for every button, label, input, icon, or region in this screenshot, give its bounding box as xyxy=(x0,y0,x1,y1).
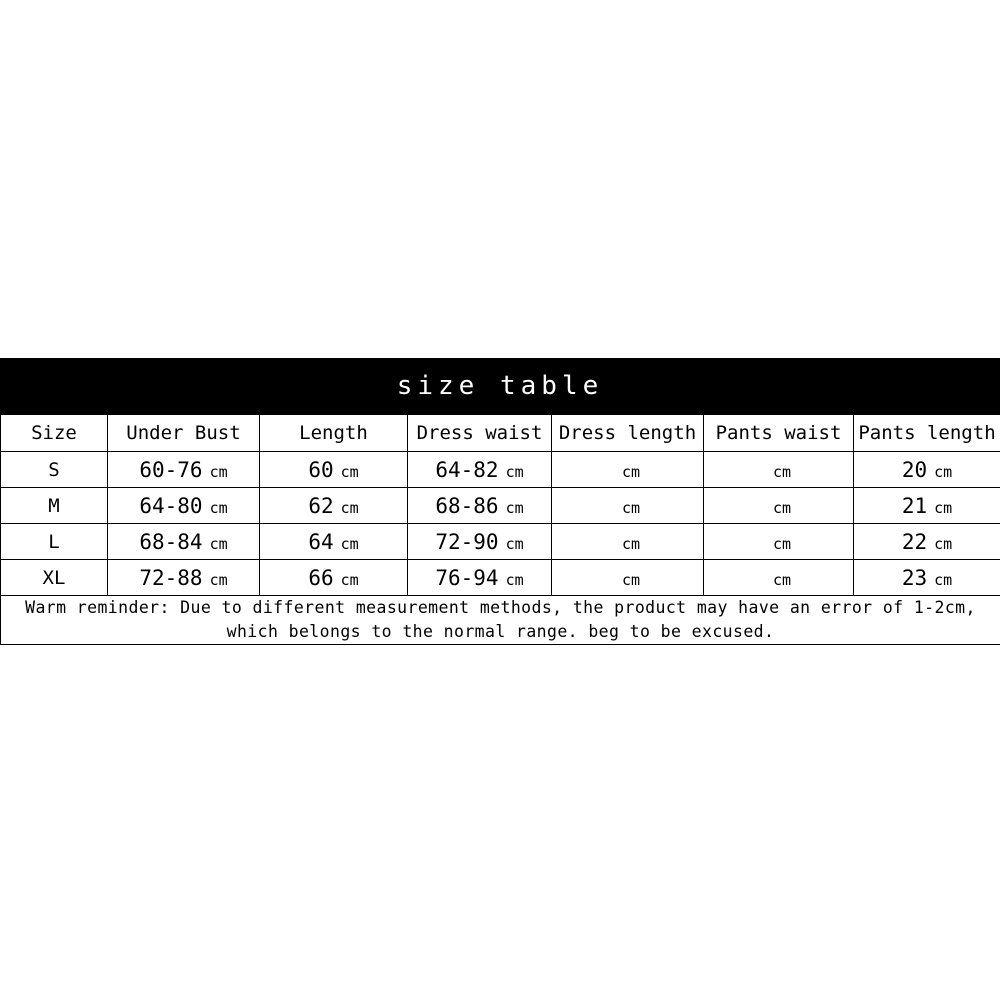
size-table xyxy=(0,414,1000,645)
table-row xyxy=(1,452,1000,488)
table-row xyxy=(1,488,1000,524)
cell-pants-waist xyxy=(704,524,854,560)
cell-pants-length xyxy=(854,452,1000,488)
value-pants-length: 22 xyxy=(901,529,928,554)
value-under-bust: 60-76 xyxy=(139,457,203,482)
cell-pants-length xyxy=(854,488,1000,524)
unit-label: cm xyxy=(209,498,228,517)
column-header-dress-waist: Dress waist xyxy=(408,415,552,452)
column-header-length: Length xyxy=(260,415,408,452)
cell-dress-length xyxy=(552,452,704,488)
value-length: 60 xyxy=(308,457,334,482)
unit-label: cm xyxy=(934,570,953,589)
unit-label: cm xyxy=(209,534,228,553)
size-chart-block xyxy=(0,358,1000,645)
cell-length xyxy=(260,488,408,524)
cell-dress-waist xyxy=(408,452,552,488)
cell-under-bust xyxy=(108,452,260,488)
unit-label: cm xyxy=(621,462,641,481)
value-length: 66 xyxy=(308,565,334,590)
unit-label: cm xyxy=(621,498,641,517)
unit-label: cm xyxy=(772,570,792,589)
unit-label: cm xyxy=(772,498,792,517)
table-row xyxy=(1,524,1000,560)
unit-label: cm xyxy=(209,462,228,481)
cell-dress-length xyxy=(552,560,704,596)
table-row xyxy=(1,560,1000,596)
unit-label: cm xyxy=(209,570,228,589)
cell-length xyxy=(260,524,408,560)
cell-under-bust xyxy=(108,488,260,524)
column-header-under-bust: Under Bust xyxy=(108,415,260,452)
value-dress-waist: 68-86 xyxy=(435,493,499,518)
value-under-bust: 68-84 xyxy=(139,529,203,554)
table-note-row xyxy=(1,596,1000,645)
cell-pants-waist xyxy=(704,560,854,596)
cell-pants-length xyxy=(854,524,1000,560)
cell-size: M xyxy=(1,488,108,524)
unit-label: cm xyxy=(772,462,792,481)
value-dress-waist: 64-82 xyxy=(435,457,499,482)
value-length: 64 xyxy=(308,529,334,554)
value-length: 62 xyxy=(308,493,334,518)
unit-label: cm xyxy=(621,534,641,553)
page-title: size table xyxy=(396,371,604,401)
unit-label: cm xyxy=(934,534,953,553)
unit-label: cm xyxy=(340,498,359,517)
cell-length xyxy=(260,452,408,488)
unit-label: cm xyxy=(340,570,359,589)
value-dress-waist: 76-94 xyxy=(435,565,499,590)
value-pants-length: 21 xyxy=(901,493,928,518)
cell-length xyxy=(260,560,408,596)
cell-pants-waist xyxy=(704,452,854,488)
unit-label: cm xyxy=(934,462,953,481)
cell-dress-waist xyxy=(408,560,552,596)
value-pants-length: 23 xyxy=(901,565,928,590)
cell-dress-length xyxy=(552,488,704,524)
unit-label: cm xyxy=(505,534,524,553)
column-header-size: Size xyxy=(1,415,108,452)
column-header-pants-waist: Pants waist xyxy=(704,415,854,452)
cell-dress-waist xyxy=(408,488,552,524)
table-header-row xyxy=(1,415,1000,452)
cell-size: XL xyxy=(1,560,108,596)
value-dress-waist: 72-90 xyxy=(435,529,499,554)
unit-label: cm xyxy=(505,570,524,589)
value-under-bust: 72-88 xyxy=(139,565,203,590)
warm-reminder-note: Warm reminder: Due to different measurement methods, the product may have an error of 1-2cm, which belongs to the normal range. beg to be excused. xyxy=(1,596,1000,645)
cell-under-bust xyxy=(108,560,260,596)
unit-label: cm xyxy=(340,462,359,481)
column-header-dress-length: Dress length xyxy=(552,415,704,452)
unit-label: cm xyxy=(621,570,641,589)
cell-size: S xyxy=(1,452,108,488)
cell-dress-length xyxy=(552,524,704,560)
cell-size: L xyxy=(1,524,108,560)
value-pants-length: 20 xyxy=(901,457,928,482)
unit-label: cm xyxy=(772,534,792,553)
unit-label: cm xyxy=(505,462,524,481)
cell-dress-waist xyxy=(408,524,552,560)
unit-label: cm xyxy=(934,498,953,517)
cell-pants-length xyxy=(854,560,1000,596)
unit-label: cm xyxy=(340,534,359,553)
unit-label: cm xyxy=(505,498,524,517)
cell-under-bust xyxy=(108,524,260,560)
value-under-bust: 64-80 xyxy=(139,493,203,518)
cell-pants-waist xyxy=(704,488,854,524)
column-header-pants-length: Pants length xyxy=(854,415,1000,452)
